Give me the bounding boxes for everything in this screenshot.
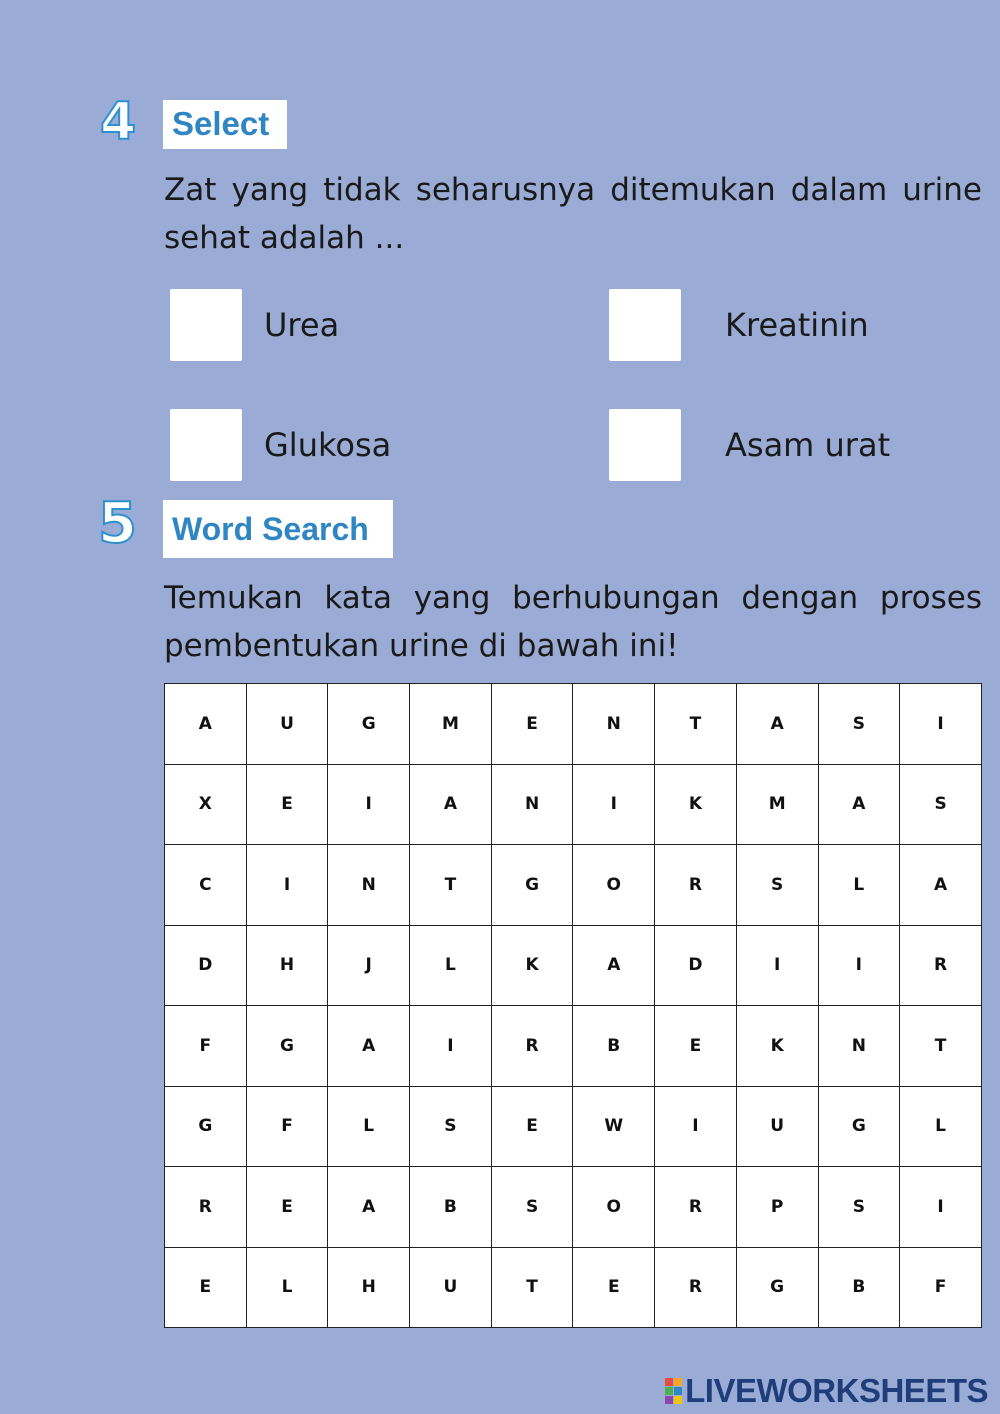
word-search-cell[interactable]: U (410, 1247, 492, 1328)
word-search-cell[interactable]: K (491, 925, 573, 1006)
word-search-row (165, 764, 982, 845)
logo-square (674, 1396, 682, 1404)
word-search-cell[interactable]: F (246, 1086, 328, 1167)
word-search-cell[interactable]: G (818, 1086, 900, 1167)
word-search-cell[interactable]: E (491, 684, 573, 765)
logo-square (665, 1378, 673, 1386)
word-search-cell[interactable]: P (736, 1167, 818, 1248)
word-search-cell[interactable]: T (491, 1247, 573, 1328)
word-search-cell[interactable]: A (328, 1167, 410, 1248)
word-search-cell[interactable]: N (818, 1006, 900, 1087)
word-search-cell[interactable]: E (165, 1247, 247, 1328)
logo-square (674, 1378, 682, 1386)
word-search-cell[interactable]: A (736, 684, 818, 765)
word-search-cell[interactable]: F (165, 1006, 247, 1087)
word-search-cell[interactable]: M (410, 684, 492, 765)
logo-square (665, 1387, 673, 1395)
option-checkbox-urea[interactable] (170, 289, 242, 361)
word-search-cell[interactable]: N (573, 684, 655, 765)
question-number-4: 4 (100, 92, 137, 152)
word-search-row (165, 684, 982, 765)
word-search-cell[interactable]: R (165, 1167, 247, 1248)
word-search-cell[interactable]: K (655, 764, 737, 845)
word-search-cell[interactable]: H (246, 925, 328, 1006)
word-search-cell[interactable]: E (655, 1006, 737, 1087)
word-search-cell[interactable]: O (573, 1167, 655, 1248)
logo-square (674, 1387, 682, 1395)
word-search-cell[interactable]: S (736, 845, 818, 926)
word-search-cell[interactable]: R (900, 925, 982, 1006)
word-search-cell[interactable]: L (328, 1086, 410, 1167)
word-search-cell[interactable]: I (900, 684, 982, 765)
word-search-cell[interactable]: T (900, 1006, 982, 1087)
word-search-cell[interactable]: B (818, 1247, 900, 1328)
brand-name: LIVEWORKSHEETS (685, 1372, 988, 1409)
word-search-cell[interactable]: A (818, 764, 900, 845)
word-search-cell[interactable]: K (736, 1006, 818, 1087)
word-search-cell[interactable]: R (655, 1167, 737, 1248)
word-search-cell[interactable]: A (410, 764, 492, 845)
word-search-cell[interactable]: T (655, 684, 737, 765)
word-search-cell[interactable]: I (410, 1006, 492, 1087)
word-search-cell[interactable]: L (246, 1247, 328, 1328)
word-search-cell[interactable]: G (246, 1006, 328, 1087)
word-search-cell[interactable]: I (246, 845, 328, 926)
word-search-row (165, 1247, 982, 1328)
word-search-cell[interactable]: R (655, 845, 737, 926)
word-search-cell[interactable]: L (818, 845, 900, 926)
word-search-cell[interactable]: C (165, 845, 247, 926)
word-search-cell[interactable]: U (736, 1086, 818, 1167)
word-search-cell[interactable]: L (900, 1086, 982, 1167)
word-search-cell[interactable]: D (165, 925, 247, 1006)
word-search-cell[interactable]: S (491, 1167, 573, 1248)
word-search-cell[interactable]: I (818, 925, 900, 1006)
option-label-glukosa: Glukosa (264, 426, 392, 464)
question-type-word-search-label: Word Search (163, 500, 393, 558)
liveworksheets-brand (665, 1372, 988, 1410)
word-search-cell[interactable]: R (491, 1006, 573, 1087)
logo-square (665, 1396, 673, 1404)
question-number-5: 5 (98, 491, 137, 556)
word-search-cell[interactable]: E (246, 764, 328, 845)
word-search-row (165, 1006, 982, 1087)
option-checkbox-kreatinin[interactable] (609, 289, 681, 361)
word-search-grid[interactable] (164, 683, 982, 1328)
word-search-cell[interactable]: A (328, 1006, 410, 1087)
word-search-cell[interactable]: G (736, 1247, 818, 1328)
word-search-row (165, 845, 982, 926)
word-search-cell[interactable]: A (900, 845, 982, 926)
word-search-cell[interactable]: B (410, 1167, 492, 1248)
word-search-cell[interactable]: N (491, 764, 573, 845)
option-label-kreatinin: Kreatinin (725, 306, 869, 344)
word-search-cell[interactable]: S (818, 1167, 900, 1248)
word-search-cell[interactable]: G (165, 1086, 247, 1167)
word-search-cell[interactable]: S (410, 1086, 492, 1167)
word-search-cell[interactable]: R (655, 1247, 737, 1328)
word-search-cell[interactable]: I (900, 1167, 982, 1248)
question-4-text: Zat yang tidak seharusnya ditemukan dalam urine sehat adalah ... (164, 172, 982, 256)
word-search-cell[interactable]: A (573, 925, 655, 1006)
word-search-cell[interactable]: W (573, 1086, 655, 1167)
word-search-cell[interactable]: G (328, 684, 410, 765)
word-search-cell[interactable]: X (165, 764, 247, 845)
word-search-cell[interactable]: S (818, 684, 900, 765)
word-search-cell[interactable]: T (410, 845, 492, 926)
word-search-cell[interactable]: N (328, 845, 410, 926)
word-search-row (165, 1086, 982, 1167)
word-search-row (165, 925, 982, 1006)
option-label-urea: Urea (264, 306, 340, 344)
word-search-cell[interactable]: I (328, 764, 410, 845)
word-search-cell[interactable]: I (573, 764, 655, 845)
word-search-cell[interactable]: I (736, 925, 818, 1006)
option-checkbox-asam-urat[interactable] (609, 409, 681, 481)
word-search-cell[interactable]: B (573, 1006, 655, 1087)
word-search-cell[interactable]: M (736, 764, 818, 845)
word-search-cell[interactable]: D (655, 925, 737, 1006)
liveworksheets-logo-icon (665, 1378, 682, 1404)
word-search-cell[interactable]: U (246, 684, 328, 765)
option-label-asam-urat: Asam urat (725, 426, 891, 464)
word-search-row (165, 1167, 982, 1248)
word-search-cell[interactable]: A (165, 684, 247, 765)
word-search-cell[interactable]: H (328, 1247, 410, 1328)
word-search-cell[interactable]: I (655, 1086, 737, 1167)
word-search-cell[interactable]: F (900, 1247, 982, 1328)
word-search-cell[interactable]: J (328, 925, 410, 1006)
word-search-cell[interactable]: O (573, 845, 655, 926)
option-checkbox-glukosa[interactable] (170, 409, 242, 481)
question-type-select-label: Select (163, 100, 287, 149)
word-search-cell[interactable]: E (246, 1167, 328, 1248)
word-search-cell[interactable]: E (573, 1247, 655, 1328)
word-search-cell[interactable]: G (491, 845, 573, 926)
question-5-instruction: Temukan kata yang berhubungan dengan proses pembentukan urine di bawah ini! (164, 580, 982, 664)
word-search-cell[interactable]: L (410, 925, 492, 1006)
word-search-cell[interactable]: S (900, 764, 982, 845)
word-search-cell[interactable]: E (491, 1086, 573, 1167)
